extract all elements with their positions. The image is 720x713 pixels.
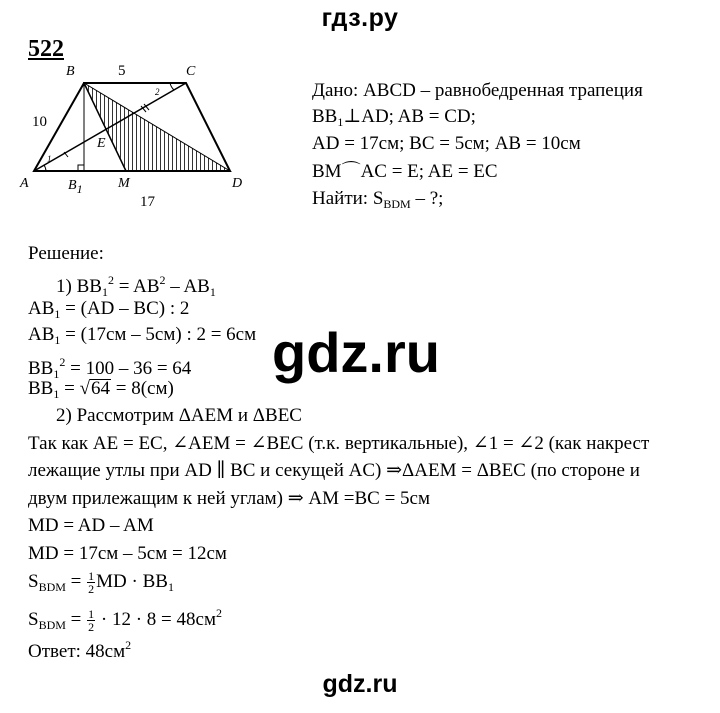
site-header: гдз.ру bbox=[321, 4, 399, 32]
given-line-3: AD = 17см; BC = 5см; AB = 10см bbox=[312, 133, 581, 154]
solution-step-7: Так как AE = EC, ∠AEM = ∠BEC (т.к. вертикальные), ∠1 = ∠2 (как накрест bbox=[28, 433, 650, 454]
solution-step-5: $BB_1 = √64 = 8(см)$ bbox=[28, 378, 174, 401]
given-line-2: $BB_1\perp AD$; AB = CD; bbox=[312, 106, 476, 129]
solution-step-9: двум прилежащим к ней углам) ⇒ AM =BC = 5см bbox=[28, 488, 431, 509]
solution-step-8: лежащие утлы при AD ∥ BC и секущей AC) ⇒ΔAEM = ΔBEC (по стороне и bbox=[28, 460, 640, 481]
vertex-label-b1: $B_1$ bbox=[68, 178, 83, 196]
length-label-ab: 10 bbox=[32, 114, 47, 130]
watermark: gdz.ru bbox=[272, 321, 440, 384]
vertex-label-b: B bbox=[66, 64, 75, 79]
vertex-label-c: C bbox=[186, 64, 196, 79]
given-line-4: BM⌒AC = E; AE = EC bbox=[312, 161, 498, 182]
solution-step-12: $S_{BDM}$ = $\frac{1}{2}$ MD · $BB_1$ bbox=[28, 569, 174, 596]
given-line-5: Найти: $S_{BDM}$ – ?; bbox=[312, 188, 444, 211]
solution-answer: Ответ: $48см^2$ bbox=[28, 638, 132, 662]
solution-step-1: 1) $BB_1^2 = AB^2 - AB_1$ bbox=[56, 273, 216, 299]
problem-number: 522 bbox=[28, 36, 64, 62]
solution-step-11: MD = 17см – 5см = 12см bbox=[28, 543, 227, 564]
solution-heading: Решение: bbox=[28, 243, 104, 264]
solution-step-3: $AB_1 = (17см - 5см)$ : 2 = 6см bbox=[28, 324, 257, 347]
solution-step-10: MD = AD – AM bbox=[28, 515, 154, 536]
given-line-1: Дано: ABCD – равнобедренная трапеция bbox=[312, 80, 643, 101]
angle-label-2: 2 bbox=[155, 87, 160, 97]
solution-step-13: $S_{BDM}$ = $\frac{1}{2}$ · $12 \cdot 8 = 48см^2$ bbox=[28, 606, 222, 635]
length-label-bc: 5 bbox=[118, 63, 126, 79]
length-label-ad: 17 bbox=[140, 194, 155, 210]
solution-step-6: 2) Рассмотрим ΔAEM и ΔBEC bbox=[56, 405, 302, 426]
vertex-label-d: D bbox=[232, 176, 243, 191]
vertex-label-m: M bbox=[118, 176, 130, 191]
solution-step-4: $BB_1^2 = 100 - 36 = 64$ bbox=[28, 355, 192, 381]
site-footer: gdz.ru bbox=[322, 670, 398, 698]
solution-step-2: $AB_1 = (AD - BC)$ : 2 bbox=[28, 298, 190, 321]
vertex-label-a: A bbox=[20, 176, 29, 191]
angle-label-1: 1 bbox=[47, 154, 52, 164]
angle-2-arc bbox=[170, 83, 174, 90]
vertex-label-e: E bbox=[97, 136, 106, 151]
